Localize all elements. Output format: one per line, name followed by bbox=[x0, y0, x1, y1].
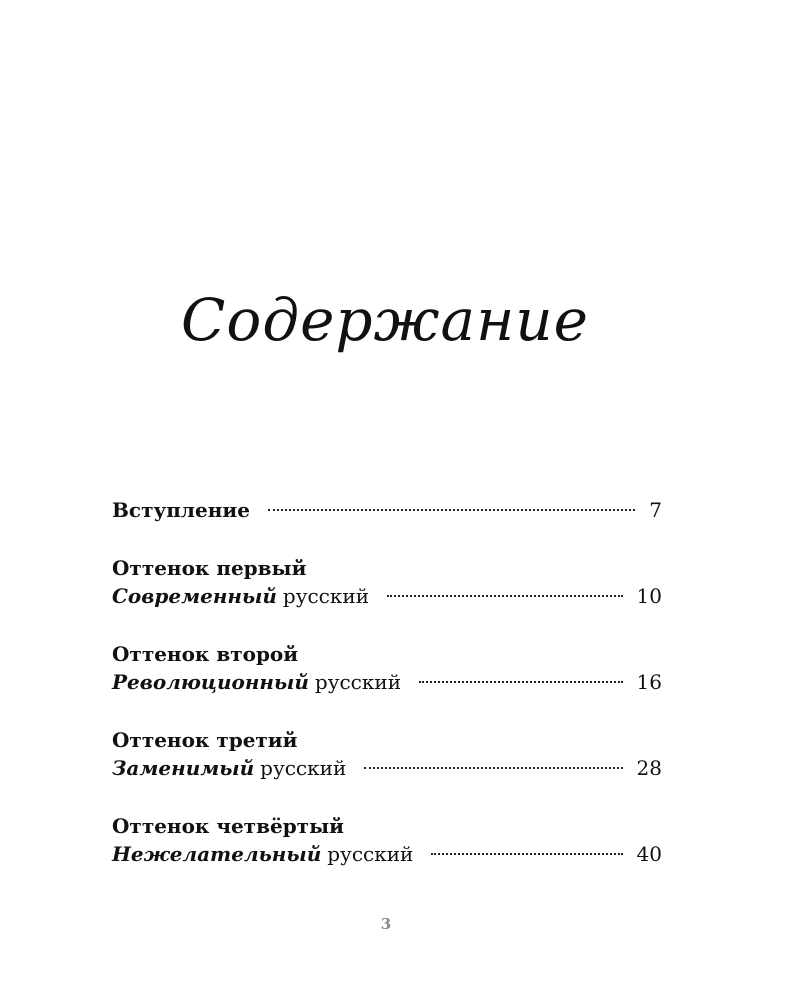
toc-entry-emphasis: Заменимый bbox=[112, 756, 255, 780]
toc-row bbox=[112, 754, 662, 782]
toc-entry-emphasis: Революционный bbox=[112, 670, 309, 694]
toc-page-number: 28 bbox=[636, 756, 662, 780]
dot-leader bbox=[387, 595, 623, 597]
toc-row bbox=[112, 496, 662, 524]
dot-leader bbox=[364, 767, 622, 769]
toc-entry-heading: Оттенок первый bbox=[112, 556, 307, 580]
toc-heading-row bbox=[112, 812, 662, 840]
toc-entry-intro[interactable] bbox=[112, 496, 662, 524]
table-of-contents bbox=[112, 496, 662, 868]
toc-entry-heading: Оттенок второй bbox=[112, 642, 299, 666]
toc-row bbox=[112, 668, 662, 696]
toc-entry-heading: Оттенок четвёртый bbox=[112, 814, 344, 838]
toc-entry-shade-3[interactable] bbox=[112, 726, 662, 782]
toc-row bbox=[112, 582, 662, 610]
toc-entry-emphasis: Современный bbox=[112, 584, 277, 608]
toc-heading-row bbox=[112, 554, 662, 582]
toc-entry-subtitle: русский bbox=[314, 670, 402, 694]
toc-entry-emphasis: Нежелательный bbox=[112, 842, 322, 866]
dot-leader bbox=[268, 509, 635, 511]
toc-entry-subtitle: русский bbox=[327, 842, 414, 866]
dot-leader bbox=[431, 853, 622, 855]
toc-entry-subtitle: русский bbox=[260, 756, 347, 780]
toc-heading-row bbox=[112, 726, 662, 754]
page-number: 3 bbox=[380, 915, 392, 933]
toc-page-number: 7 bbox=[649, 498, 662, 522]
toc-entry-shade-2[interactable] bbox=[112, 640, 662, 696]
toc-entry-shade-4[interactable] bbox=[112, 812, 662, 868]
toc-heading-row bbox=[112, 640, 662, 668]
toc-entry-label: Вступление bbox=[112, 498, 250, 522]
toc-page-number: 16 bbox=[636, 670, 662, 694]
toc-row bbox=[112, 840, 662, 868]
toc-entry-subtitle: русский bbox=[282, 584, 370, 608]
toc-page-number: 40 bbox=[636, 842, 662, 866]
dot-leader bbox=[419, 681, 623, 683]
toc-entry-shade-1[interactable] bbox=[112, 554, 662, 610]
toc-entry-heading: Оттенок третий bbox=[112, 728, 298, 752]
page-title: Содержание bbox=[181, 286, 589, 354]
toc-page-number: 10 bbox=[636, 584, 662, 608]
